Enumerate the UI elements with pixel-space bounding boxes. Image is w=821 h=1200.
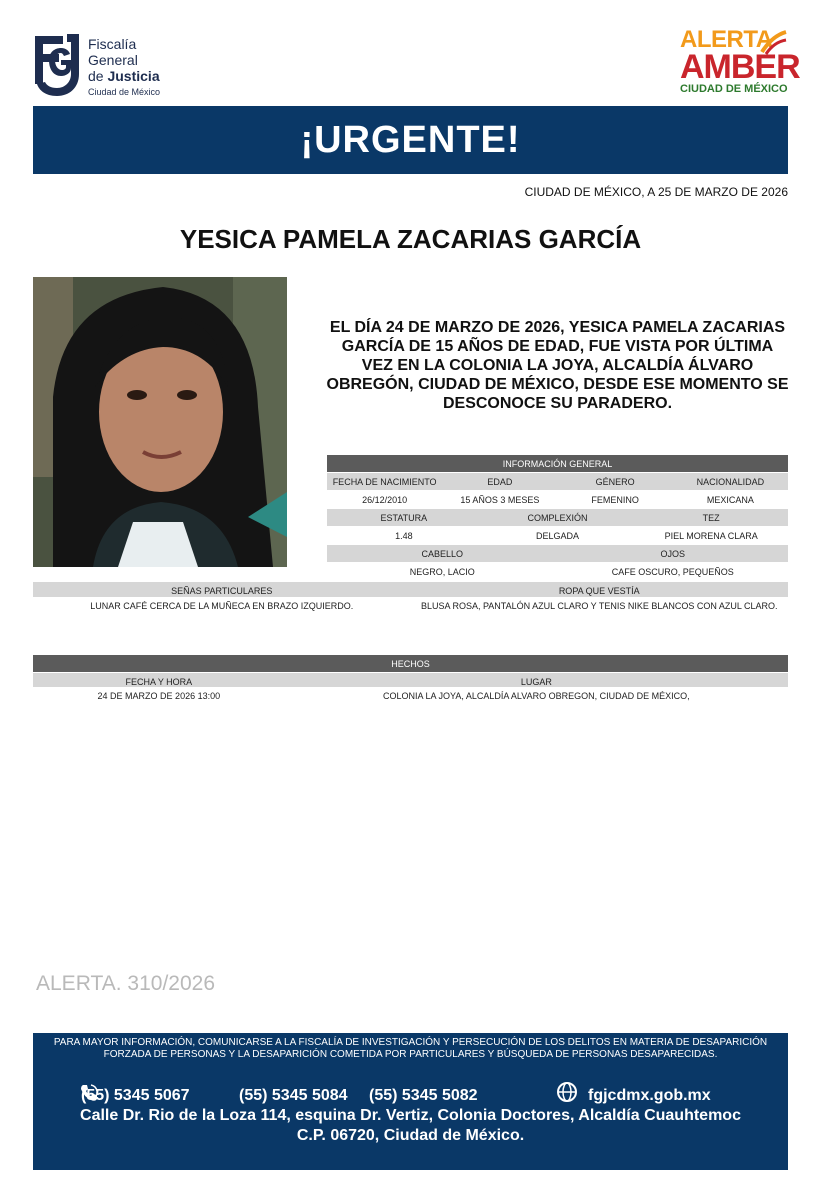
header-marks: SEÑAS PARTICULARES bbox=[171, 585, 273, 596]
hechos-title-row bbox=[33, 655, 788, 672]
website[interactable]: fgjcdmx.gob.mx bbox=[588, 1087, 711, 1104]
value-marks: LUNAR CAFÉ CERCA DE LA MUÑECA EN BRAZO IZQUIERDO. bbox=[90, 600, 354, 611]
fgj-line2: General bbox=[88, 52, 138, 68]
value-eyes: CAFE OSCURO, PEQUEÑOS bbox=[611, 566, 734, 577]
missing-person-name: YESICA PAMELA ZACARIAS GARCÍA bbox=[179, 224, 642, 254]
info-row2-values bbox=[327, 527, 788, 544]
incident-description: EL DÍA 24 DE MARZO DE 2026, YESICA PAMELA ZACARIAS GARCÍA DE 15 AÑOS DE EDAD, FUE VISTA POR ÚLTIMA VEZ EN LA COLONIA LA JOYA, ALCALDÍA ÁLVARO OBREGÓN, CIUDAD DE MÉXICO, DESDE ESE MOMENTO SE DESCONOCE SU PARADERO. bbox=[326, 319, 789, 412]
info-title-row bbox=[327, 455, 788, 472]
globe-icon bbox=[556, 1081, 578, 1103]
header-clothing: ROPA QUE VESTÍA bbox=[558, 585, 640, 596]
header-place: LUGAR bbox=[520, 676, 552, 687]
value-height: 1.48 bbox=[395, 530, 413, 541]
value-datetime: 24 DE MARZO DE 2026 13:00 bbox=[97, 690, 221, 701]
value-build: DELGADA bbox=[536, 530, 580, 541]
phone-3: (55) 5345 5082 bbox=[369, 1087, 478, 1104]
info-row3-headers bbox=[327, 545, 788, 562]
value-complexion: PIEL MORENA CLARA bbox=[664, 530, 758, 541]
header-build: COMPLEXIÓN bbox=[527, 512, 588, 523]
amber-line2: AMBER bbox=[680, 48, 800, 86]
address-line1: Calle Dr. Rio de la Loza 114, esquina Dr. Vertiz, Colonia Doctores, Alcaldía Cuauhtemoc bbox=[80, 1107, 741, 1124]
value-hair: NEGRO, LACIO bbox=[409, 566, 475, 577]
amber-line1: ALERTA bbox=[680, 26, 773, 53]
amber-signal-icon bbox=[758, 28, 788, 56]
fgj-city: Ciudad de México bbox=[88, 87, 161, 97]
contact-footer bbox=[33, 1033, 788, 1170]
info-title: INFORMACIÓN GENERAL bbox=[502, 458, 613, 469]
info-row2-headers bbox=[327, 509, 788, 526]
fgj-line3b: Justicia bbox=[107, 68, 160, 84]
phone-1: (55) 5345 5067 bbox=[81, 1087, 190, 1104]
amber-line3: CIUDAD DE MÉXICO bbox=[680, 83, 788, 95]
date-line: CIUDAD DE MÉXICO, A 25 DE MARZO DE 2026 bbox=[524, 185, 788, 199]
fgj-line1: Fiscalía bbox=[88, 36, 137, 52]
header-height: ESTATURA bbox=[380, 512, 428, 523]
value-birthdate: 26/12/2010 bbox=[362, 494, 408, 505]
urgent-banner: ¡URGENTE! bbox=[33, 106, 788, 174]
info-row4-values bbox=[33, 597, 788, 614]
portrait-illustration bbox=[33, 277, 287, 567]
fgj-name bbox=[88, 36, 160, 99]
header-datetime: FECHA Y HORA bbox=[125, 676, 193, 687]
fgj-emblem-icon bbox=[33, 30, 83, 98]
header-eyes: OJOS bbox=[660, 548, 685, 559]
header-nationality: NACIONALIDAD bbox=[696, 476, 765, 487]
address-line2: C.P. 06720, Ciudad de México. bbox=[296, 1127, 525, 1144]
footer-note: PARA MAYOR INFORMACIÓN, COMUNICARSE A LA FISCALÍA DE INVESTIGACIÓN Y PERSECUCIÓN DE LOS DELITOS EN MATERIA DE DESAPARICIÓN FORZADA DE PERSONAS Y LA DESAPARICIÓN COMETIDA POR PARTICULARES Y BÚSQUEDA DE PERSONAS DESAPARECIDAS. bbox=[53, 1037, 768, 1060]
value-age: 15 AÑOS 3 MESES bbox=[460, 494, 540, 505]
alert-number: ALERTA. 310/2026 bbox=[36, 972, 216, 995]
info-row1-values bbox=[327, 491, 788, 508]
value-nationality: MEXICANA bbox=[706, 494, 754, 505]
info-row3-values bbox=[327, 563, 788, 580]
header-complexion: TEZ bbox=[702, 512, 720, 523]
footer-address bbox=[33, 1106, 788, 1146]
alerta-amber-logo bbox=[680, 26, 800, 102]
fgj-logo bbox=[33, 30, 168, 102]
phone-2: (55) 5345 5084 bbox=[239, 1087, 348, 1104]
info-row1-headers bbox=[327, 473, 788, 490]
header-birthdate: FECHA DE NACIMIENTO bbox=[332, 476, 437, 487]
hechos-title: HECHOS bbox=[391, 658, 430, 669]
header-gender: GÉNERO bbox=[595, 476, 635, 487]
header-age: EDAD bbox=[487, 476, 513, 487]
header-hair: CABELLO bbox=[421, 548, 464, 559]
fgj-line3a: de bbox=[88, 68, 104, 84]
missing-person-photo bbox=[33, 277, 287, 567]
value-clothing: BLUSA ROSA, PANTALÓN AZUL CLARO Y TENIS NIKE BLANCOS CON AZUL CLARO. bbox=[420, 600, 778, 611]
value-gender: FEMENINO bbox=[591, 494, 639, 505]
value-place: COLONIA LA JOYA, ALCALDÍA ALVARO OBREGON, CIUDAD DE MÉXICO, bbox=[383, 690, 690, 701]
hechos-values bbox=[33, 687, 788, 704]
